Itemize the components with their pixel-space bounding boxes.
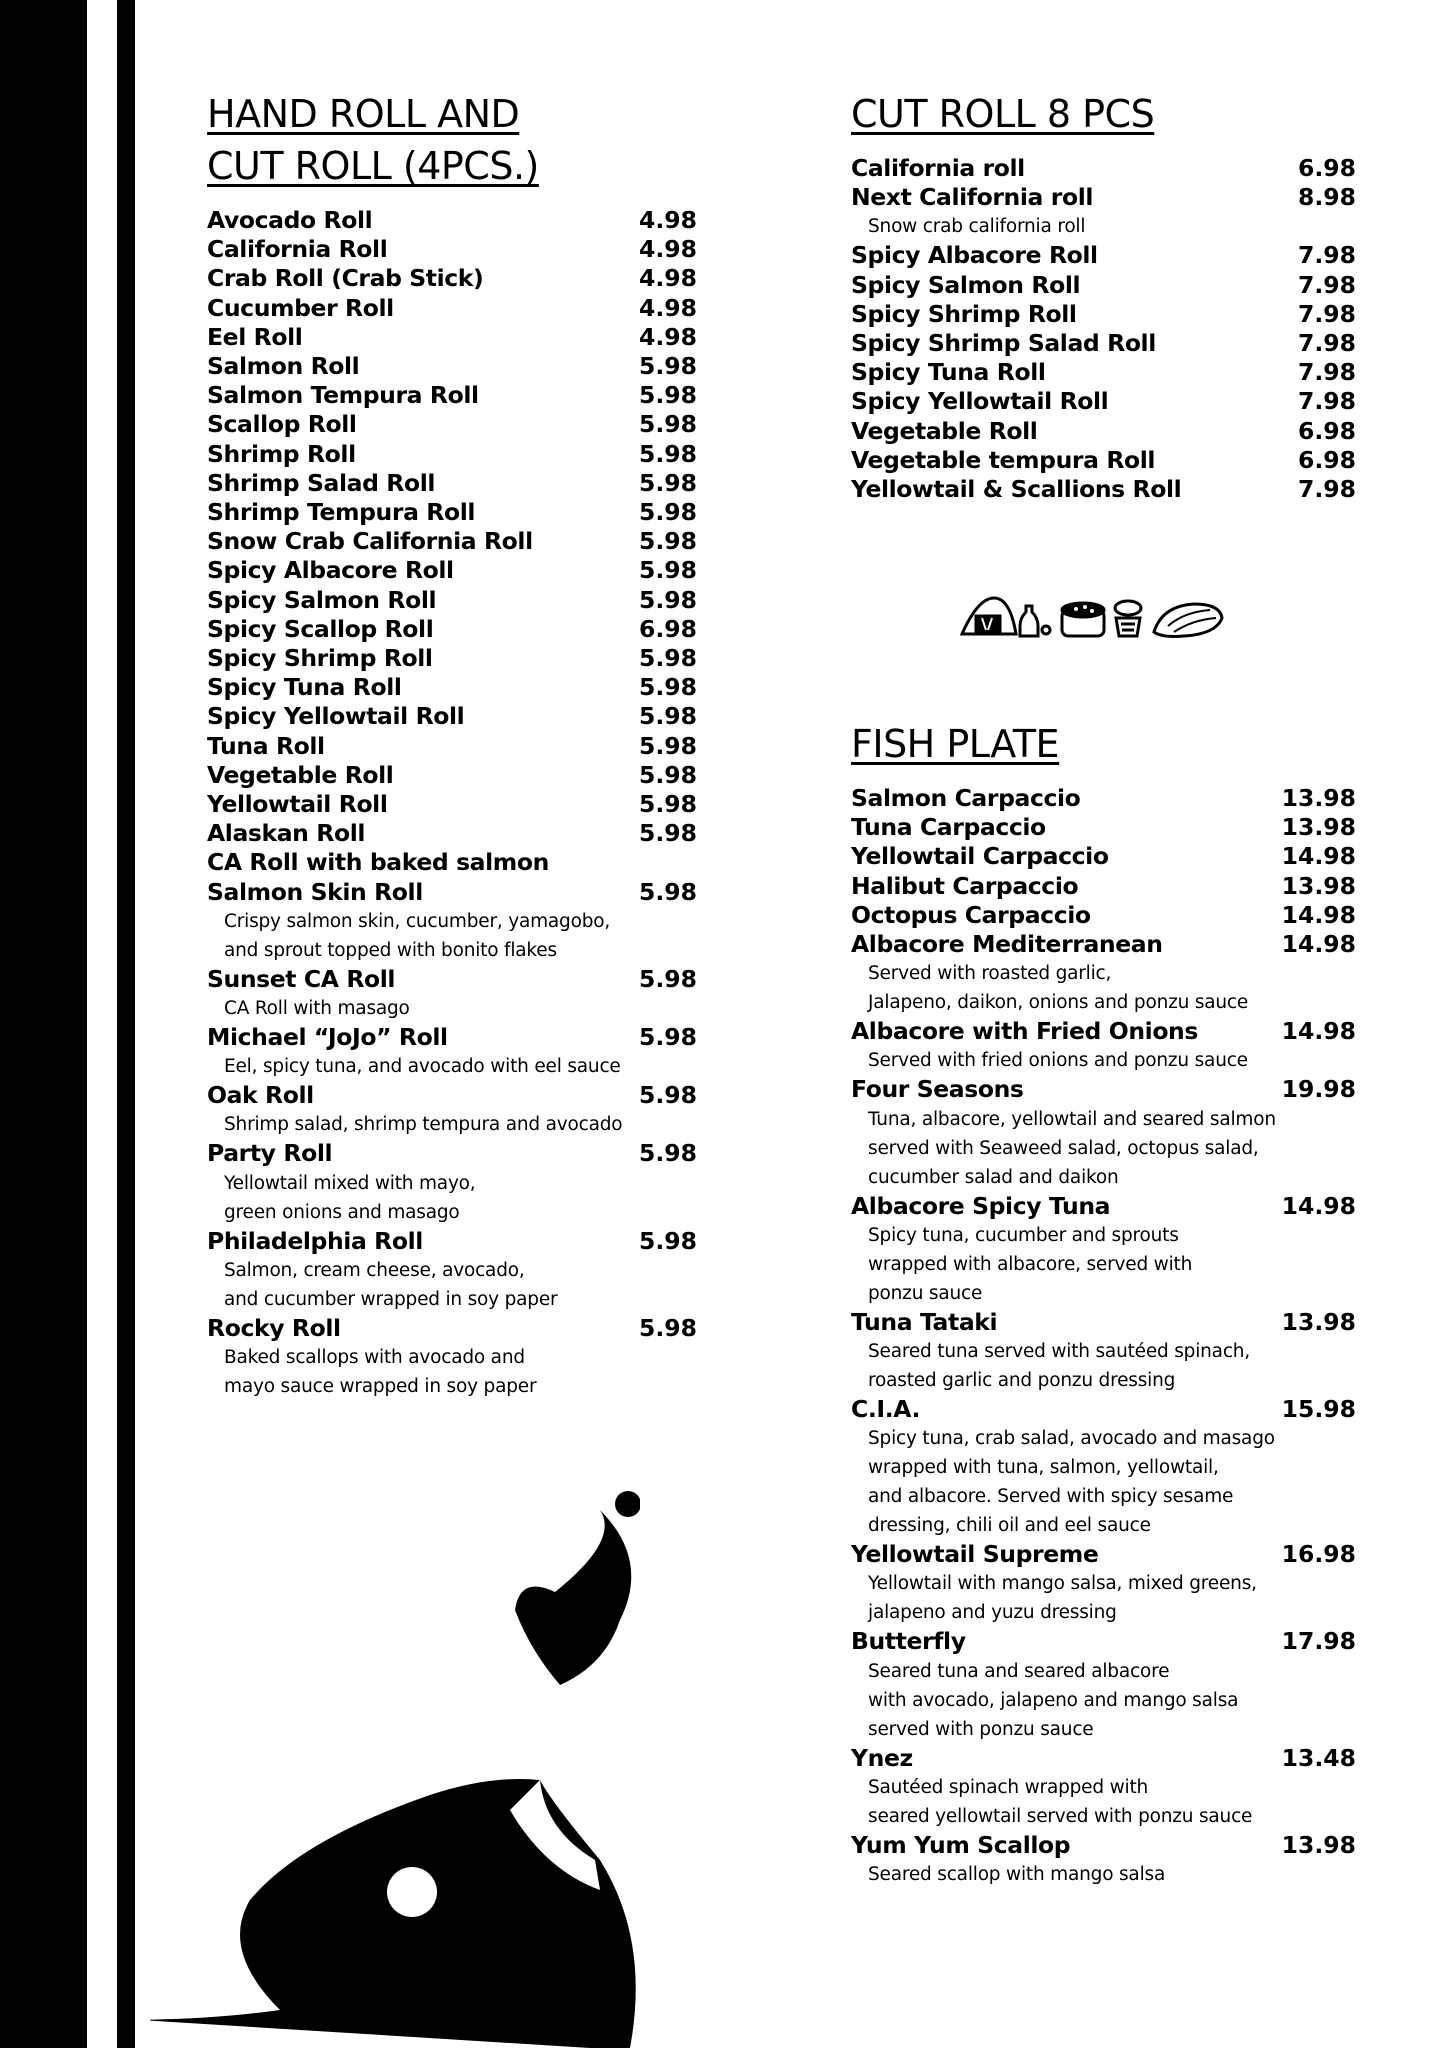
- menu-item-name: Ynez: [851, 1743, 913, 1772]
- menu-item-price: 5.98: [639, 790, 697, 819]
- menu-item-price: 6.98: [1298, 445, 1356, 474]
- menu-item: [207, 440, 697, 469]
- menu-item-row: [851, 358, 1356, 387]
- soy-sauce-icon: [1020, 606, 1050, 636]
- menu-item: [851, 930, 1356, 1017]
- menu-item-price: 5.98: [639, 352, 697, 381]
- menu-item-price: 7.98: [1298, 358, 1356, 387]
- menu-item: [851, 1744, 1356, 1831]
- menu-item-name: Oak Roll: [207, 1081, 314, 1110]
- menu-item-row: [207, 878, 697, 907]
- menu-item-description: ponzu sauce: [868, 1282, 983, 1304]
- menu-item: [207, 790, 697, 819]
- menu-item-description: Eel, spicy tuna, and avocado with eel sauce: [224, 1056, 621, 1078]
- menu-item: [207, 410, 697, 439]
- menu-item: [851, 475, 1356, 504]
- menu-item-description: mayo sauce wrapped in soy paper: [224, 1376, 537, 1398]
- menu-item-name: Salmon Skin Roll: [207, 877, 423, 906]
- menu-item-row: [207, 615, 697, 644]
- hand-roll-title: [207, 88, 697, 192]
- menu-item-row: [851, 1017, 1356, 1046]
- hand-roll-list: [207, 206, 697, 1401]
- menu-item-price: 7.98: [1298, 387, 1356, 416]
- nigiri-icon: [1154, 604, 1222, 637]
- menu-item-row: [851, 842, 1356, 871]
- menu-item-row: [851, 1308, 1356, 1337]
- menu-item-row: [851, 1192, 1356, 1221]
- menu-item-description: Jalapeno, daikon, onions and ponzu sauce: [868, 992, 1249, 1014]
- menu-item: [207, 819, 697, 848]
- menu-item-name: Spicy Salmon Roll: [207, 585, 437, 614]
- menu-item-name: Eel Roll: [207, 322, 303, 351]
- menu-item-name: Spicy Tuna Roll: [851, 358, 1046, 387]
- menu-item-price: 13.98: [1281, 1307, 1356, 1336]
- menu-item: [851, 300, 1356, 329]
- menu-item-row: [851, 1395, 1356, 1424]
- menu-item-name: Spicy Yellowtail Roll: [851, 387, 1109, 416]
- menu-item: [851, 901, 1356, 930]
- menu-item-price: 4.98: [639, 264, 697, 293]
- menu-item-name: Four Seasons: [851, 1075, 1024, 1104]
- menu-item: [851, 446, 1356, 475]
- menu-item-name: Shrimp Roll: [207, 439, 356, 468]
- menu-item: [851, 813, 1356, 842]
- menu-item-row: [207, 1081, 697, 1110]
- menu-item-price: 5.98: [639, 1023, 697, 1052]
- menu-item-description: dressing, chili oil and eel sauce: [868, 1515, 1151, 1537]
- menu-item-name: Sunset CA Roll: [207, 964, 396, 993]
- menu-item-row: [207, 586, 697, 615]
- menu-item-price: 16.98: [1281, 1540, 1356, 1569]
- menu-item: [851, 1192, 1356, 1308]
- menu-item-row: [207, 702, 697, 731]
- sushi-roll-icon: [1062, 603, 1104, 636]
- menu-item-price: 5.98: [639, 1139, 697, 1168]
- menu-item-price: 6.98: [639, 614, 697, 643]
- menu-item-description: Served with roasted garlic,: [868, 963, 1112, 985]
- menu-item: [207, 469, 697, 498]
- menu-item: [851, 417, 1356, 446]
- menu-item-row: [851, 271, 1356, 300]
- cut-roll-section: [851, 88, 1356, 504]
- menu-item-row: [207, 294, 697, 323]
- menu-item-name: California roll: [851, 154, 1025, 182]
- menu-item-row: [207, 732, 697, 761]
- menu-item-description: Salmon, cream cheese, avocado,: [224, 1259, 525, 1281]
- menu-item-name: Butterfly: [851, 1627, 966, 1656]
- fish-plate-section: [851, 718, 1356, 1889]
- menu-item: [207, 206, 697, 235]
- menu-item-price: 13.98: [1281, 871, 1356, 900]
- menu-item-row: [851, 154, 1356, 183]
- menu-item: [207, 702, 697, 731]
- menu-item: [207, 644, 697, 673]
- menu-item-description: and sprout topped with bonito flakes: [224, 939, 557, 961]
- menu-item-description: green onions and masago: [224, 1201, 460, 1223]
- menu-item-name: Yellowtail & Scallions Roll: [851, 475, 1182, 504]
- hand-roll-section: [207, 88, 697, 1401]
- menu-item: [207, 381, 697, 410]
- menu-item-description: and cucumber wrapped in soy paper: [224, 1288, 558, 1310]
- menu-item-description: seared yellowtail served with ponzu sauce: [868, 1805, 1253, 1827]
- menu-item-description: Crispy salmon skin, cucumber, yamagobo,: [224, 910, 611, 932]
- menu-item-price: 5.98: [639, 410, 697, 439]
- menu-item-price: 5.98: [639, 1081, 697, 1110]
- menu-item-price: 5.98: [639, 527, 697, 556]
- menu-item-name: Alaskan Roll: [207, 819, 366, 848]
- menu-item-description: jalapeno and yuzu dressing: [868, 1602, 1117, 1624]
- menu-item-description: and albacore. Served with spicy sesame: [868, 1486, 1234, 1508]
- menu-item: [851, 183, 1356, 241]
- fish-plate-list: [851, 784, 1356, 1889]
- menu-item-price: 14.98: [1281, 900, 1356, 929]
- menu-item-price: 13.98: [1281, 784, 1356, 812]
- menu-item-price: 5.98: [639, 556, 697, 585]
- menu-item: [207, 1081, 697, 1139]
- menu-item-description: served with ponzu sauce: [868, 1718, 1094, 1740]
- cut-roll-title: CUT ROLL 8 PCS: [851, 92, 1155, 136]
- menu-item: [851, 872, 1356, 901]
- menu-item-price: 5.98: [639, 585, 697, 614]
- menu-item-price: 13.98: [1281, 1830, 1356, 1859]
- menu-item-row: [207, 264, 697, 293]
- menu-item-price: 4.98: [639, 322, 697, 351]
- menu-item-name: Yellowtail Carpaccio: [851, 842, 1109, 871]
- menu-item-row: [851, 872, 1356, 901]
- menu-item-price: 4.98: [639, 235, 697, 264]
- menu-item-row: [207, 1023, 697, 1052]
- menu-item-name: Shrimp Tempura Roll: [207, 498, 476, 527]
- menu-item-price: 5.98: [639, 468, 697, 497]
- menu-item-name: Salmon Roll: [207, 352, 360, 381]
- menu-item: [851, 387, 1356, 416]
- menu-item-row: [207, 556, 697, 585]
- menu-item-description: Served with fried onions and ponzu sauce: [868, 1050, 1248, 1072]
- onigiri-icon: [962, 598, 1016, 634]
- menu-item: [207, 556, 697, 585]
- menu-item-name: Yellowtail Supreme: [851, 1540, 1099, 1569]
- menu-item-row: [851, 901, 1356, 930]
- sushi-icons-row: [958, 596, 1228, 642]
- menu-item-row: [207, 848, 697, 877]
- menu-item: [851, 1017, 1356, 1075]
- menu-item-description: Sautéed spinach wrapped with: [868, 1776, 1149, 1798]
- menu-item-row: [207, 410, 697, 439]
- menu-item-description: wrapped with albacore, served with: [868, 1253, 1193, 1275]
- menu-item: [851, 271, 1356, 300]
- menu-item-name: Spicy Shrimp Roll: [851, 299, 1077, 328]
- menu-item: [851, 784, 1356, 813]
- menu-item-name: Albacore Spicy Tuna: [851, 1191, 1111, 1220]
- menu-item: [207, 1023, 697, 1081]
- menu-item-price: 7.98: [1298, 475, 1356, 504]
- menu-item-price: 17.98: [1281, 1627, 1356, 1656]
- menu-item-price: 13.98: [1281, 813, 1356, 842]
- menu-item-price: 7.98: [1298, 241, 1356, 270]
- menu-item-row: [207, 965, 697, 994]
- menu-item-price: 5.98: [639, 964, 697, 993]
- menu-item-description: Baked scallops with avocado and: [224, 1347, 525, 1369]
- menu-item: [851, 1540, 1356, 1627]
- menu-item-row: [207, 498, 697, 527]
- menu-item-name: Shrimp Salad Roll: [207, 468, 436, 497]
- menu-item-name: Spicy Shrimp Roll: [207, 644, 433, 673]
- menu-item-row: [207, 1227, 697, 1256]
- menu-item: [851, 842, 1356, 871]
- menu-item-price: 5.98: [639, 498, 697, 527]
- menu-item-row: [207, 673, 697, 702]
- menu-item-name: California Roll: [207, 235, 388, 264]
- menu-item-name: Scallop Roll: [207, 410, 357, 439]
- menu-item: [207, 264, 697, 293]
- menu-item: [851, 1308, 1356, 1395]
- menu-item-price: 4.98: [639, 206, 697, 234]
- menu-item-row: [207, 790, 697, 819]
- menu-item-price: 5.98: [639, 439, 697, 468]
- menu-item-description: Spicy tuna, crab salad, avocado and masago: [868, 1428, 1275, 1450]
- menu-item-price: 13.48: [1281, 1743, 1356, 1772]
- menu-item-name: Spicy Scallop Roll: [207, 614, 434, 643]
- menu-item-description: Spicy tuna, cucumber and sprouts: [868, 1224, 1179, 1246]
- menu-item-description: Seared tuna served with sautéed spinach,: [868, 1341, 1250, 1363]
- menu-item-name: Spicy Yellowtail Roll: [207, 702, 465, 731]
- menu-item: [207, 527, 697, 556]
- menu-item-description: with avocado, jalapeno and mango salsa: [868, 1689, 1239, 1711]
- menu-item-row: [207, 819, 697, 848]
- menu-item-row: [851, 784, 1356, 813]
- menu-item: [851, 241, 1356, 270]
- menu-item-name: Spicy Tuna Roll: [207, 673, 402, 702]
- menu-item-row: [851, 241, 1356, 270]
- menu-item: [851, 358, 1356, 387]
- menu-item-name: Michael “JoJo” Roll: [207, 1023, 448, 1052]
- menu-item: [851, 329, 1356, 358]
- menu-item-name: Rocky Roll: [207, 1313, 341, 1342]
- menu-item-description: Yellowtail with mango salsa, mixed greens,: [868, 1573, 1257, 1595]
- menu-item-description: Shrimp salad, shrimp tempura and avocado: [224, 1114, 623, 1136]
- menu-item-price: 5.98: [639, 673, 697, 702]
- menu-item-name: Next California roll: [851, 183, 1094, 212]
- menu-item-name: Vegetable Roll: [207, 760, 394, 789]
- menu-item-description: Yellowtail mixed with mayo,: [224, 1172, 476, 1194]
- menu-item-description: Seared scallop with mango salsa: [868, 1864, 1166, 1886]
- menu-item: [207, 965, 697, 1023]
- menu-item: [207, 294, 697, 323]
- menu-item-row: [851, 417, 1356, 446]
- menu-item-price: 7.98: [1298, 299, 1356, 328]
- menu-item-row: [207, 352, 697, 381]
- menu-item-name: Yellowtail Roll: [207, 790, 388, 819]
- menu-item: [207, 586, 697, 615]
- menu-item-price: 14.98: [1281, 1017, 1356, 1046]
- menu-item-name: Party Roll: [207, 1139, 333, 1168]
- menu-item-description: roasted garlic and ponzu dressing: [868, 1370, 1176, 1392]
- menu-item: [851, 1395, 1356, 1540]
- menu-item-price: 5.98: [639, 702, 697, 731]
- menu-item-name: Halibut Carpaccio: [851, 871, 1079, 900]
- menu-item: [207, 1314, 697, 1401]
- menu-item-price: 15.98: [1281, 1395, 1356, 1424]
- menu-item: [207, 848, 697, 877]
- menu-item-name: Albacore Mediterranean: [851, 930, 1163, 959]
- menu-item-row: [851, 1627, 1356, 1656]
- menu-item: [851, 154, 1356, 183]
- menu-item-price: 19.98: [1281, 1075, 1356, 1104]
- menu-item-row: [851, 387, 1356, 416]
- fish-plate-title: FISH PLATE: [851, 722, 1060, 766]
- menu-item-price: 14.98: [1281, 1191, 1356, 1220]
- menu-item-row: [851, 1744, 1356, 1773]
- menu-item-price: 6.98: [1298, 154, 1356, 182]
- menu-item-name: Avocado Roll: [207, 206, 373, 234]
- menu-item-price: 8.98: [1298, 183, 1356, 212]
- menu-item-description: Snow crab california roll: [868, 216, 1086, 238]
- menu-item-price: 5.98: [639, 644, 697, 673]
- menu-item-description: Seared tuna and seared albacore: [868, 1660, 1170, 1682]
- menu-item-row: [207, 235, 697, 264]
- menu-item: [207, 323, 697, 352]
- menu-item: [207, 878, 697, 965]
- menu-item-row: [207, 323, 697, 352]
- menu-item-name: Spicy Albacore Roll: [207, 556, 454, 585]
- menu-item-row: [851, 1075, 1356, 1104]
- left-decorative-bar: [0, 0, 87, 2048]
- menu-item: [851, 1627, 1356, 1743]
- menu-item-price: 5.98: [639, 819, 697, 848]
- menu-item-row: [207, 440, 697, 469]
- menu-item-name: Philadelphia Roll: [207, 1226, 423, 1255]
- menu-item-row: [851, 183, 1356, 212]
- menu-item-name: Tuna Tataki: [851, 1307, 998, 1336]
- menu-item-price: 5.98: [639, 731, 697, 760]
- menu-item: [851, 1075, 1356, 1191]
- hand-roll-title-line1: HAND ROLL AND: [207, 92, 520, 136]
- menu-item-description: CA Roll with masago: [224, 998, 410, 1020]
- left-decorative-stripe: [117, 0, 135, 2048]
- menu-item-name: Salmon Tempura Roll: [207, 381, 479, 410]
- menu-item-row: [851, 1540, 1356, 1569]
- menu-item-name: Cucumber Roll: [207, 293, 394, 322]
- menu-item-row: [207, 644, 697, 673]
- menu-item-price: 4.98: [639, 293, 697, 322]
- menu-item: [207, 761, 697, 790]
- menu-item-name: Spicy Shrimp Salad Roll: [851, 329, 1156, 358]
- menu-item-row: [851, 813, 1356, 842]
- menu-item-row: [207, 381, 697, 410]
- menu-item-price: 14.98: [1281, 842, 1356, 871]
- menu-item-price: 5.98: [639, 877, 697, 906]
- menu-item-row: [207, 1139, 697, 1168]
- menu-item-name: Vegetable tempura Roll: [851, 445, 1156, 474]
- menu-item-name: Albacore with Fried Onions: [851, 1017, 1198, 1046]
- menu-item-name: Salmon Carpaccio: [851, 784, 1081, 812]
- menu-item-description: cucumber salad and daikon: [868, 1166, 1119, 1188]
- menu-item: [207, 352, 697, 381]
- menu-item-row: [851, 300, 1356, 329]
- menu-item-row: [851, 329, 1356, 358]
- menu-item-row: [207, 527, 697, 556]
- menu-item-row: [207, 206, 697, 235]
- menu-item-row: [851, 446, 1356, 475]
- menu-item-name: C.I.A.: [851, 1395, 920, 1424]
- menu-item-row: [851, 475, 1356, 504]
- menu-item-price: 5.98: [639, 1226, 697, 1255]
- menu-item-price: 5.98: [639, 760, 697, 789]
- menu-item: [207, 235, 697, 264]
- menu-item-name: Spicy Albacore Roll: [851, 241, 1098, 270]
- menu-item-price: 7.98: [1298, 270, 1356, 299]
- menu-item-price: 5.98: [639, 381, 697, 410]
- menu-item: [207, 1227, 697, 1314]
- menu-item-row: [851, 1831, 1356, 1860]
- menu-item: [207, 673, 697, 702]
- menu-item-name: CA Roll with baked salmon: [207, 848, 549, 877]
- bento-icon: [1115, 601, 1141, 636]
- menu-item-name: Crab Roll (Crab Stick): [207, 264, 484, 293]
- menu-item-price: 5.98: [639, 1313, 697, 1342]
- cut-roll-list: [851, 154, 1356, 504]
- menu-item-description: served with Seaweed salad, octopus salad,: [868, 1137, 1259, 1159]
- fish-and-flame-icon: [150, 1480, 640, 2048]
- menu-item: [207, 498, 697, 527]
- menu-item-description: wrapped with tuna, salmon, yellowtail,: [868, 1457, 1219, 1479]
- hand-roll-title-line2: CUT ROLL (4PCS.): [207, 144, 539, 188]
- menu-item-price: 6.98: [1298, 416, 1356, 445]
- menu-item-price: 7.98: [1298, 329, 1356, 358]
- menu-item-name: Tuna Carpaccio: [851, 813, 1046, 842]
- menu-item-description: Tuna, albacore, yellowtail and seared salmon: [868, 1108, 1276, 1130]
- menu-item-name: Octopus Carpaccio: [851, 900, 1091, 929]
- menu-item-row: [207, 469, 697, 498]
- menu-item-name: Vegetable Roll: [851, 416, 1038, 445]
- menu-item-row: [851, 930, 1356, 959]
- menu-item-row: [207, 761, 697, 790]
- menu-item-name: Tuna Roll: [207, 731, 325, 760]
- menu-item: [207, 732, 697, 761]
- menu-item: [207, 615, 697, 644]
- menu-item-name: Yum Yum Scallop: [851, 1830, 1071, 1859]
- menu-item: [207, 1139, 697, 1226]
- menu-item: [851, 1831, 1356, 1889]
- menu-item-price: 14.98: [1281, 930, 1356, 959]
- menu-item-name: Snow Crab California Roll: [207, 527, 533, 556]
- menu-item-name: Spicy Salmon Roll: [851, 270, 1081, 299]
- menu-item-row: [207, 1314, 697, 1343]
